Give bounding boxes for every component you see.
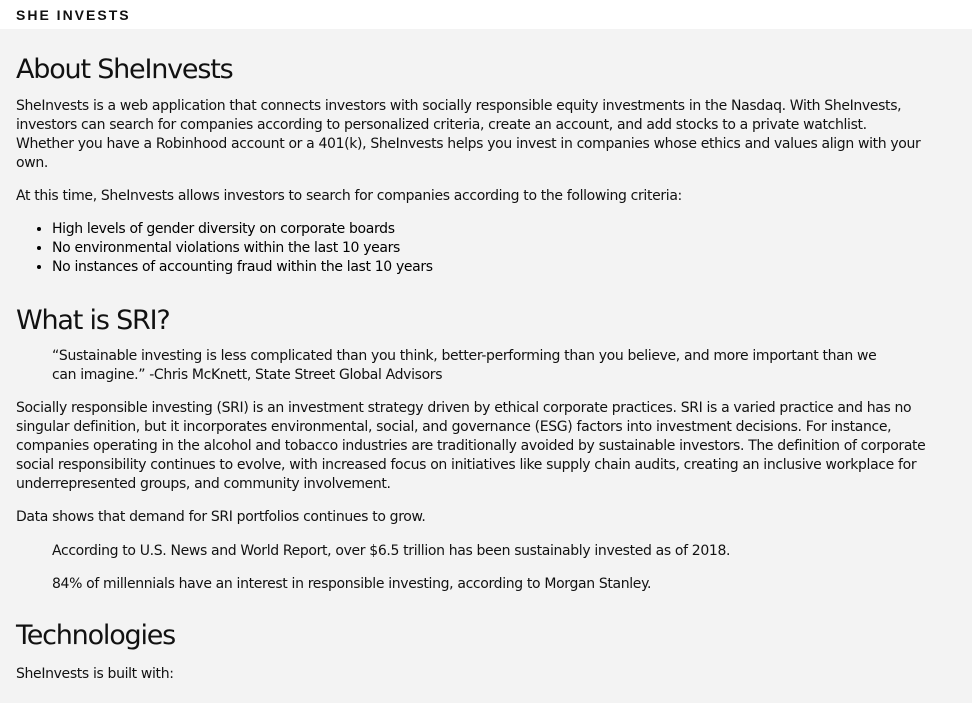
criteria-list-item: • No environmental violations within the last 10 years [52,239,926,258]
criteria-list-item: • High levels of gender diversity on corporate boards [52,220,926,239]
top-nav-bar [0,0,972,29]
sri-heading: What is SRI? [16,305,170,336]
criteria-intro-paragraph: At this time, SheInvests allows investors to search for companies according to the following criteria: [16,188,682,204]
sri-quote: “Sustainable investing is less complicated than you think, better-performing than you believe, and more important than we can imagine.” -Chris McKnett, State Street Global Advisors [52,348,877,383]
technologies-built-with: SheInvests is built with: [16,666,174,682]
about-intro-paragraph: SheInvests is a web application that connects investors with socially responsible equity investments in the Nasdaq. With SheInvests, investors can search for companies according to personalized criteria, create an account, and add stocks to a private watchlist. Whether you have a Robinhood account or a 401(k), SheInvests helps you invest in companies whose ethics and values align with your own. [16,98,921,171]
technologies-heading: Technologies [16,620,176,651]
sri-stat-us-news: According to U.S. News and World Report, over $6.5 trillion has been sustainably invested as of 2018. [52,543,731,559]
criteria-list-item: • No instances of accounting fraud within the last 10 years [52,258,926,277]
criteria-list [16,220,926,277]
sri-demand-paragraph: Data shows that demand for SRI portfolios continues to grow. [16,509,426,525]
brand-logo-link[interactable]: SHE INVESTS [16,7,131,23]
sri-stat-millennials: 84% of millennials have an interest in responsible investing, according to Morgan Stanley. [52,576,652,592]
about-heading: About SheInvests [16,54,233,85]
main-content [16,29,926,684]
sri-definition-paragraph: Socially responsible investing (SRI) is an investment strategy driven by ethical corporate practices. SRI is a varied practice and has no singular definition, but it incorporates environmental, social, and governance (ESG) factors into investment decisions. For instance, companies operating in the alcohol and tobacco industries are traditionally avoided by sustainable investors. The definition of corporate social responsibility continues to evolve, with increased focus on initiatives like supply chain audits, creating an inclusive workplace for underrepresented groups, and community involvement. [16,400,926,492]
